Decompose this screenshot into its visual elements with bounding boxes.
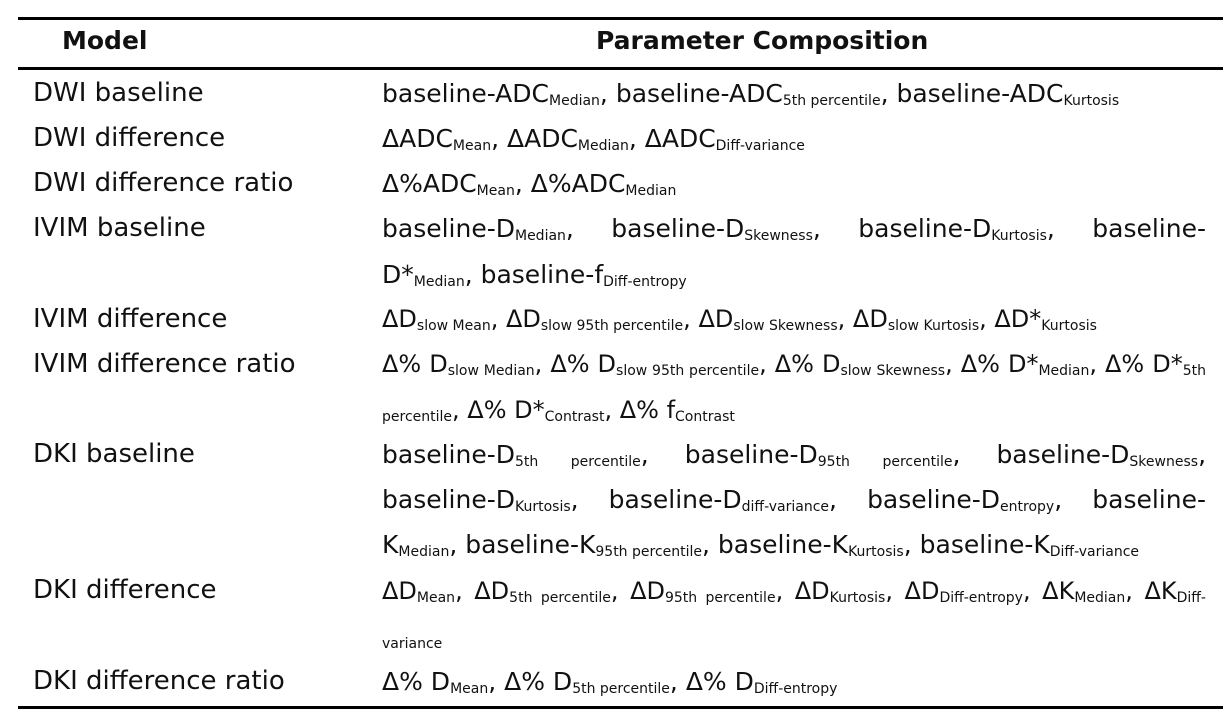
parameter-subscript: Contrast (544, 408, 605, 425)
separator: , (885, 577, 905, 605)
parameter-item (686, 667, 838, 696)
parameter-item (896, 79, 1119, 108)
parameter-base: baseline-D (382, 440, 515, 469)
parameter-subscript: Kurtosis (1041, 318, 1097, 334)
separator: , (1046, 214, 1093, 243)
parameter-base: ΔD (630, 577, 665, 605)
parameter-base: baseline-K (465, 530, 596, 559)
parameter-base: baseline-D (867, 485, 1001, 514)
separator: , (491, 124, 507, 153)
parameter-composition-cell (382, 161, 1206, 206)
parameter-item (382, 440, 685, 469)
parameter-subscript: Skewness (744, 228, 813, 244)
parameter-item (611, 214, 858, 243)
parameter-base: Δ% f (619, 395, 676, 424)
parameter-base: Δ% D (504, 667, 573, 696)
parameter-subscript: Kurtosis (991, 228, 1047, 244)
parameter-subscript: Median (514, 228, 566, 244)
separator: , (880, 79, 897, 108)
column-header-model: Model (62, 26, 148, 55)
parameter-item (853, 305, 994, 333)
separator: , (640, 440, 685, 469)
parameter-item (994, 305, 1097, 333)
parameter-composition-cell (382, 342, 1206, 433)
parameter-base: ΔD (794, 577, 830, 605)
parameter-base: Δ% D* (960, 350, 1039, 378)
parameter-subscript: slow Skewness (840, 363, 946, 379)
parameter-item (531, 169, 677, 198)
parameter-item (467, 396, 619, 424)
parameter-item (609, 485, 867, 514)
parameter-base: baseline-ADC (615, 79, 783, 108)
parameter-subscript: Median (1074, 590, 1126, 606)
parameter-base: baseline-K (382, 485, 1206, 559)
separator: , (952, 440, 997, 469)
parameter-subscript: Median (413, 273, 465, 290)
parameter-base: baseline-ADC (896, 79, 1064, 108)
separator: , (464, 259, 481, 289)
separator: , (488, 667, 505, 696)
parameter-subscript: Median (549, 93, 600, 109)
parameter-item (506, 305, 698, 333)
model-cell: IVIM difference ratio (33, 349, 296, 379)
parameter-item (867, 485, 1092, 514)
parameter-item (382, 485, 609, 514)
parameter-item (382, 667, 504, 696)
model-cell: DWI baseline (33, 78, 204, 108)
parameter-composition-cell (382, 297, 1206, 342)
parameter-base: baseline-D* (382, 214, 1206, 289)
separator: , (610, 577, 631, 605)
separator: , (565, 214, 612, 243)
parameter-base: ΔD (382, 577, 417, 605)
separator: , (455, 577, 475, 605)
parameter-subscript: 95th percentile (664, 590, 776, 606)
parameter-base: Δ% D* (467, 395, 545, 424)
parameter-base: ΔD (474, 577, 510, 605)
separator: , (449, 530, 466, 559)
parameter-base: baseline-D (684, 440, 818, 469)
parameter-base: baseline-D (608, 485, 742, 514)
parameter-subscript: Kurtosis (514, 499, 571, 515)
model-cell: IVIM difference (33, 304, 228, 334)
parameter-base: Δ% D (550, 350, 617, 378)
parameter-composition-cell (382, 116, 1206, 161)
parameter-composition-cell (382, 568, 1206, 660)
parameter-item (382, 124, 507, 153)
parameter-subscript: Median (1038, 363, 1090, 379)
separator: , (702, 530, 718, 559)
parameter-item (382, 169, 531, 198)
parameter-subscript: Diff-variance (715, 138, 805, 154)
parameter-subscript: Mean (476, 183, 515, 199)
parameter-subscript: Mean (416, 590, 456, 606)
separator: , (514, 169, 531, 198)
parameter-item (550, 350, 774, 378)
parameter-item (382, 577, 474, 605)
parameter-subscript: Diff-entropy (753, 681, 838, 697)
separator: , (903, 530, 920, 559)
column-header-parameter-composition: Parameter Composition (596, 26, 929, 55)
parameter-subscript: 5th percentile (572, 681, 670, 697)
parameter-item (630, 577, 795, 605)
parameter-item (616, 79, 897, 108)
parameter-base: Δ% D (382, 350, 448, 378)
separator: , (829, 485, 868, 514)
parameter-item (620, 396, 735, 424)
parameter-item (474, 577, 630, 605)
parameter-composition-cell (382, 71, 1206, 116)
parameter-composition-cell (382, 432, 1206, 567)
separator: , (669, 667, 686, 696)
parameter-subscript: slow 95th percentile (540, 318, 684, 334)
parameter-subscript: Contrast (675, 408, 735, 425)
separator: , (683, 305, 699, 333)
parameter-item (996, 440, 1206, 469)
separator: , (759, 350, 775, 378)
parameter-subscript: entropy (1000, 499, 1055, 515)
parameter-base: Δ%ADC (382, 169, 477, 198)
parameter-subscript: slow Median (447, 363, 535, 379)
parameter-base: baseline-D (382, 214, 515, 243)
model-cell: DKI difference ratio (33, 666, 285, 696)
parameter-item (507, 124, 645, 153)
table-bottom-rule (18, 706, 1223, 709)
parameter-base: baseline-K (919, 530, 1050, 559)
parameter-subscript: Kurtosis (1063, 93, 1120, 109)
separator: , (452, 395, 468, 424)
parameter-item (382, 214, 611, 243)
parameter-subscript: Kurtosis (829, 590, 886, 606)
parameter-base: baseline-ADC (382, 79, 549, 108)
header-rule (18, 67, 1223, 70)
separator: , (490, 305, 506, 333)
parameter-base: ΔADC (382, 124, 453, 153)
separator: , (1089, 350, 1106, 378)
parameter-subscript: Diff-variance (382, 590, 1206, 652)
separator: , (604, 395, 620, 424)
parameter-subscript: 5th percentile (382, 363, 1207, 425)
parameter-subscript: 5th percentile (509, 590, 611, 606)
parameter-item (698, 305, 852, 333)
parameter-base: ΔD (852, 305, 888, 333)
model-cell: DWI difference (33, 123, 226, 153)
parameter-base: baseline-D (382, 485, 515, 514)
parameter-base: baseline-K (717, 530, 849, 559)
parameter-base: Δ% D (774, 350, 841, 378)
parameter-subscript: Median (625, 183, 677, 199)
parameter-composition-cell (382, 659, 1206, 704)
separator: , (570, 485, 609, 514)
parameter-base: ΔK (1144, 577, 1177, 605)
parameter-base: ΔD (382, 305, 417, 333)
parameter-subscript: slow Skewness (733, 318, 838, 334)
parameter-subscript: 95th percentile (595, 544, 703, 560)
parameter-item (905, 577, 1043, 605)
parameter-item (961, 350, 1105, 378)
parameter-subscript: diff-variance (741, 499, 830, 515)
parameter-item (382, 305, 506, 333)
separator: , (628, 124, 645, 153)
separator: , (837, 305, 853, 333)
parameter-subscript: Median (577, 138, 629, 154)
parameter-item (858, 214, 1092, 243)
parameter-base: ΔADC (506, 124, 578, 153)
parameter-subscript: Diff-entropy (603, 273, 687, 290)
model-cell: DKI baseline (33, 439, 195, 469)
parameter-item (382, 350, 550, 378)
separator: , (945, 350, 961, 378)
parameter-item (775, 350, 961, 378)
parameter-subscript: Mean (452, 138, 492, 154)
parameter-base: baseline-D (611, 214, 745, 243)
parameter-subscript: 95th percentile (817, 454, 953, 470)
parameter-base: Δ% D (685, 667, 754, 696)
parameter-base: ΔADC (644, 124, 716, 153)
parameter-subscript: Skewness (1129, 454, 1199, 470)
parameter-subscript: 5th percentile (782, 93, 881, 109)
separator: , (775, 577, 795, 605)
separator: , (1198, 440, 1207, 469)
parameter-base: ΔD (904, 577, 940, 605)
parameter-item (382, 79, 616, 108)
parameter-subscript: Kurtosis (848, 544, 904, 560)
parameter-base: ΔD (505, 305, 541, 333)
model-cell: IVIM baseline (33, 213, 206, 243)
parameter-base: ΔD (698, 305, 734, 333)
parameter-item (718, 530, 920, 559)
separator: , (979, 305, 995, 333)
parameter-base: baseline-D (996, 440, 1130, 469)
separator: , (534, 350, 551, 378)
parameter-base: Δ% D* (1105, 350, 1183, 378)
separator: , (812, 214, 859, 243)
parameter-item (504, 667, 686, 696)
parameter-subscript: Mean (450, 681, 489, 697)
separator: , (599, 79, 616, 108)
parameter-base: baseline-f (480, 259, 604, 289)
parameter-subscript: slow 95th percentile (616, 363, 760, 379)
parameter-composition-cell (382, 206, 1206, 297)
parameter-item (465, 530, 718, 559)
parameter-item (1042, 577, 1144, 605)
parameter-base: baseline-D (858, 214, 992, 243)
table-top-rule (18, 17, 1223, 20)
parameter-base: ΔK (1042, 577, 1075, 605)
parameter-subscript: Diff-entropy (939, 590, 1023, 606)
parameter-item (645, 124, 805, 153)
parameter-subscript: slow Mean (416, 318, 491, 334)
parameter-subscript: Diff-variance (1049, 544, 1140, 560)
parameter-subscript: slow Kurtosis (887, 318, 980, 334)
separator: , (1125, 577, 1145, 605)
parameter-item (920, 530, 1139, 559)
model-cell: DWI difference ratio (33, 168, 294, 198)
separator: , (1022, 577, 1043, 605)
parameter-item (795, 577, 905, 605)
parameter-item (481, 260, 687, 289)
model-cell: DKI difference (33, 575, 217, 605)
parameter-base: Δ%ADC (530, 169, 626, 198)
parameter-item (685, 440, 997, 469)
parameter-base: ΔD* (994, 305, 1042, 333)
parameter-base: Δ% D (382, 667, 451, 696)
parameter-subscript: 5th percentile (514, 454, 641, 470)
parameter-subscript: Median (398, 544, 450, 560)
separator: , (1054, 485, 1093, 514)
